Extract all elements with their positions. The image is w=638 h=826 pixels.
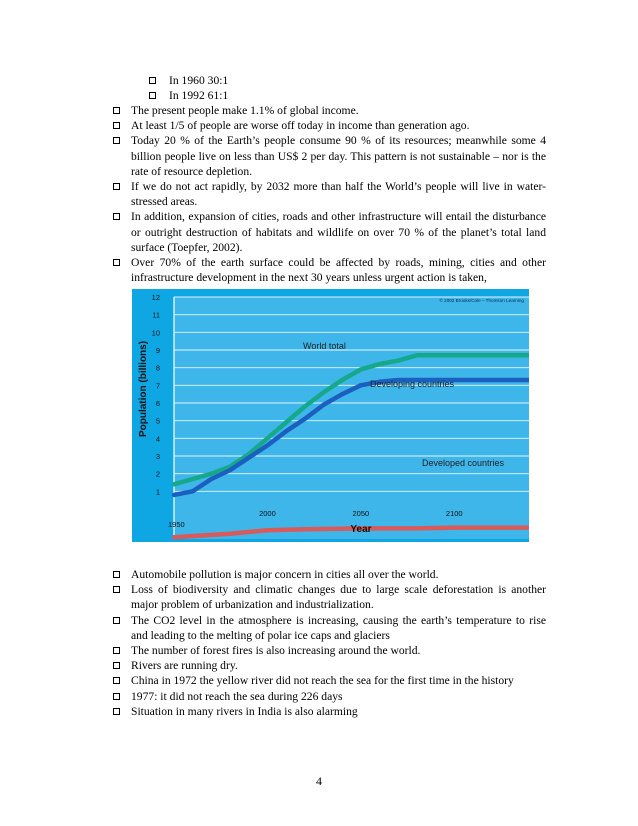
bullet-item: Situation in many rivers in India is also alarming	[110, 704, 546, 719]
square-bullet-icon	[113, 708, 120, 715]
y-tick-label: 9	[155, 346, 160, 355]
square-bullet-icon	[149, 92, 156, 99]
plot-area	[174, 297, 529, 539]
bullet-item: Today 20 % of the Earth’s people consume 90 % of its resources; meanwhile some 4 billion people live on less than US$ 2 per day. This pattern is not sustainable – nor is the rate of resource depletion.	[110, 133, 546, 179]
y-tick-label: 6	[155, 399, 160, 408]
square-bullet-icon	[113, 107, 120, 114]
bullet-item: The CO2 level in the atmosphere is increasing, causing the earth’s temperature to rise and leading to the melting of polar ice caps and glaciers	[110, 613, 546, 643]
sub-bullet-item: In 1992 61:1	[146, 88, 446, 103]
x-tick-label: 1950	[168, 520, 185, 529]
bullet-list-bottom	[110, 567, 546, 719]
series-label-developed: Developed countries	[422, 458, 505, 468]
square-bullet-icon	[113, 662, 120, 669]
chart-grid	[174, 297, 529, 539]
y-tick-label: 2	[155, 469, 160, 479]
bullet-item: 1977: it did not reach the sea during 226 days	[110, 689, 546, 704]
square-bullet-icon	[113, 571, 120, 578]
bullet-item: The present people make 1.1% of global income.	[110, 103, 546, 118]
bullet-list-top	[110, 103, 546, 285]
bullet-item: The number of forest fires is also increasing around the world.	[110, 643, 546, 658]
square-bullet-icon	[113, 122, 120, 129]
series-label-world-total: World total	[303, 341, 346, 351]
copyright-label: © 2002 Brooks/Cole – Thomson Learning	[439, 298, 524, 303]
sub-bullet-item: In 1960 30:1	[146, 73, 446, 88]
bullet-item: If we do not act rapidly, by 2032 more than half the World’s people will live in water-stressed areas.	[110, 179, 546, 209]
y-tick-label: 11	[152, 310, 160, 320]
square-bullet-icon	[113, 259, 120, 266]
y-tick-label: 7	[155, 381, 160, 391]
square-bullet-icon	[149, 77, 156, 84]
y-tick-label: 8	[155, 363, 160, 373]
bullet-item: China in 1972 the yellow river did not reach the sea for the first time in the history	[110, 673, 546, 688]
x-axis-label: Year	[350, 524, 372, 535]
series-label-developing: Developing countries	[370, 379, 455, 389]
page-number: 4	[316, 774, 322, 788]
x-tick-label: 2000	[259, 509, 276, 518]
square-bullet-icon	[113, 617, 120, 624]
population-chart	[132, 289, 529, 542]
sub-bullet-list	[146, 73, 446, 103]
y-axis-label: Population (billions)	[138, 340, 149, 438]
square-bullet-icon	[113, 693, 120, 700]
x-tick-label: 2050	[352, 509, 370, 518]
x-tick-label: 2100	[445, 509, 463, 518]
bullet-item: Automobile pollution is major concern in cities all over the world.	[110, 567, 546, 582]
population-chart-svg	[132, 289, 529, 542]
square-bullet-icon	[113, 677, 120, 684]
square-bullet-icon	[113, 647, 120, 654]
bullet-item: At least 1/5 of people are worse off today in income than generation ago.	[110, 118, 546, 133]
square-bullet-icon	[113, 137, 120, 144]
bullet-item: In addition, expansion of cities, roads and other infrastructure will entail the disturbance or outright destruction of habitats and wildlife on over 70 % of the planet’s total land surface (Toepfer, 2002).	[110, 209, 546, 255]
y-tick-label: 10	[151, 328, 160, 338]
y-tick-label: 5	[155, 416, 160, 426]
y-tick-label: 4	[155, 434, 160, 444]
y-tick-label: 3	[155, 452, 160, 461]
y-tick-label: 1	[155, 487, 160, 497]
y-tick-label: 12	[151, 293, 160, 302]
bullet-item: Loss of biodiversity and climatic changes due to large scale deforestation is another major problem of urbanization and industrialization.	[110, 582, 546, 612]
square-bullet-icon	[113, 183, 120, 190]
square-bullet-icon	[113, 213, 120, 220]
bullet-item: Rivers are running dry.	[110, 658, 546, 673]
square-bullet-icon	[113, 586, 120, 593]
bullet-item: Over 70% of the earth surface could be affected by roads, mining, cities and other infrastructure development in the next 30 years unless urgent action is taken,	[110, 255, 546, 285]
